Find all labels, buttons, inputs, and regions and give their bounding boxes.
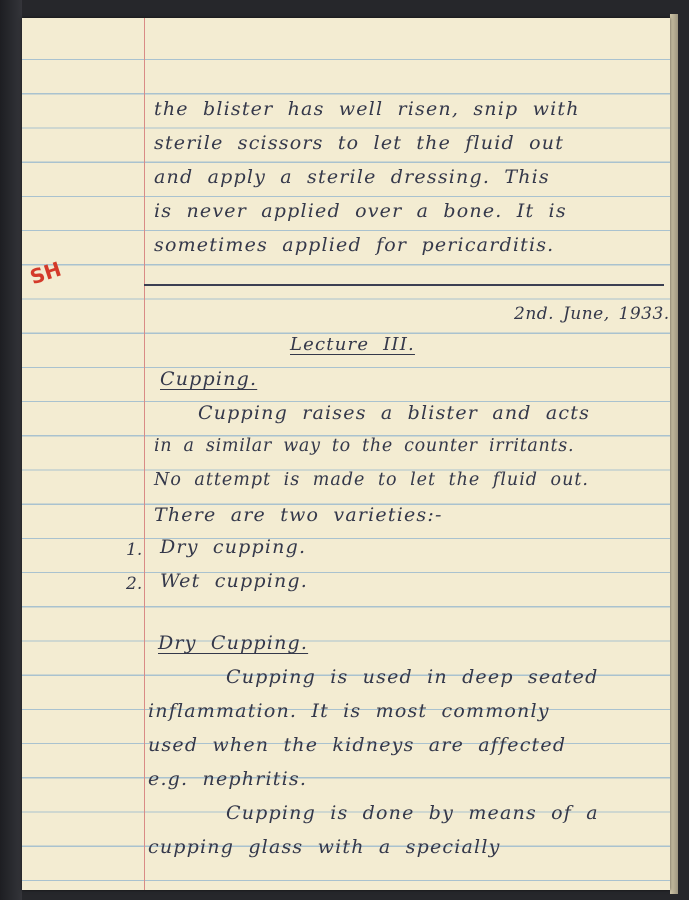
dry-cupping-line-2: inflammation. It is most commonly	[148, 700, 550, 722]
lecture-title: Lecture III.	[290, 334, 415, 355]
section-divider	[144, 284, 664, 286]
text-line-3: and apply a sterile dressing. This	[154, 166, 550, 188]
cupping-line-4: There are two varieties:-	[154, 504, 443, 526]
red-stamp-mark: SH	[27, 256, 65, 290]
text-line-1: the blister has well risen, snip with	[154, 98, 580, 120]
variety-label-2: Wet cupping.	[160, 570, 309, 592]
text-line-5: sometimes applied for pericarditis.	[154, 234, 555, 256]
variety-number-2: 2.	[126, 574, 143, 594]
notebook-page	[22, 18, 670, 890]
text-line-4: is never applied over a bone. It is	[154, 200, 567, 222]
lecture-date: 2nd. June, 1933.	[514, 304, 670, 324]
text-line-2: sterile scissors to let the fluid out	[154, 132, 565, 154]
notebook-cover-edge	[0, 0, 22, 900]
margin-line	[144, 18, 145, 890]
page-stack-edge	[670, 14, 678, 894]
cupping-heading: Cupping.	[160, 368, 258, 390]
dry-cupping-line-4: e.g. nephritis.	[148, 768, 308, 790]
variety-label-1: Dry cupping.	[160, 536, 307, 558]
dry-cupping-line-5: Cupping is done by means of a	[226, 802, 599, 824]
cupping-line-1: Cupping raises a blister and acts	[198, 402, 591, 424]
dry-cupping-line-6: cupping glass with a specially	[148, 836, 501, 858]
dry-cupping-line-3: used when the kidneys are affected	[148, 734, 567, 756]
dry-cupping-line-1: Cupping is used in deep seated	[226, 666, 599, 688]
cupping-line-2: in a similar way to the counter irritants.	[154, 436, 575, 456]
variety-number-1: 1.	[126, 540, 143, 560]
dry-cupping-heading: Dry Cupping.	[158, 632, 309, 654]
cupping-line-3: No attempt is made to let the fluid out.	[154, 470, 589, 490]
